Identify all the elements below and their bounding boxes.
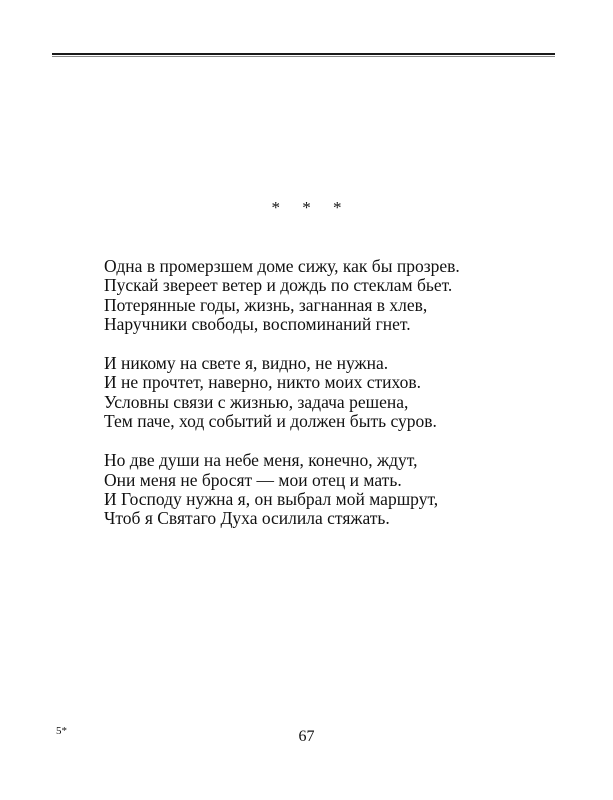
poem-line: И никому на свете я, видно, не нужна. <box>104 353 389 374</box>
poem <box>104 257 574 549</box>
section-separator: * * * <box>271 198 351 217</box>
stanza-3 <box>104 451 574 528</box>
poem-line: И Господу нужна я, он выбрал мой маршрут, <box>104 488 439 509</box>
stanza-2 <box>104 354 574 431</box>
poem-line: Условны связи с жизнью, задача решена, <box>104 391 409 412</box>
stanza-1 <box>104 257 574 334</box>
header-rule <box>52 53 555 55</box>
poem-line: И не прочтет, наверно, никто моих стихов. <box>104 372 422 393</box>
poem-line: Потерянные годы, жизнь, загнанная в хлев, <box>104 294 428 315</box>
signature-mark: 5* <box>56 725 67 737</box>
poem-line: Они меня не бросят — мои отец и мать. <box>104 469 402 490</box>
poem-line: Одна в промерзшем доме сижу, как бы прозрев. <box>104 256 460 276</box>
poem-line: Чтоб я Святаго Духа осилила стяжать. <box>104 508 390 529</box>
poem-line: Тем паче, ход событий и должен быть суров. <box>104 411 437 432</box>
poem-line: Но две души на небе меня, конечно, ждут, <box>104 450 418 471</box>
poem-line: Наручники свободы, воспоминаний гнет. <box>104 313 411 334</box>
page-number: 67 <box>298 728 315 745</box>
poem-line: Пускай звереет ветер и дождь по стеклам бьет. <box>104 275 453 296</box>
